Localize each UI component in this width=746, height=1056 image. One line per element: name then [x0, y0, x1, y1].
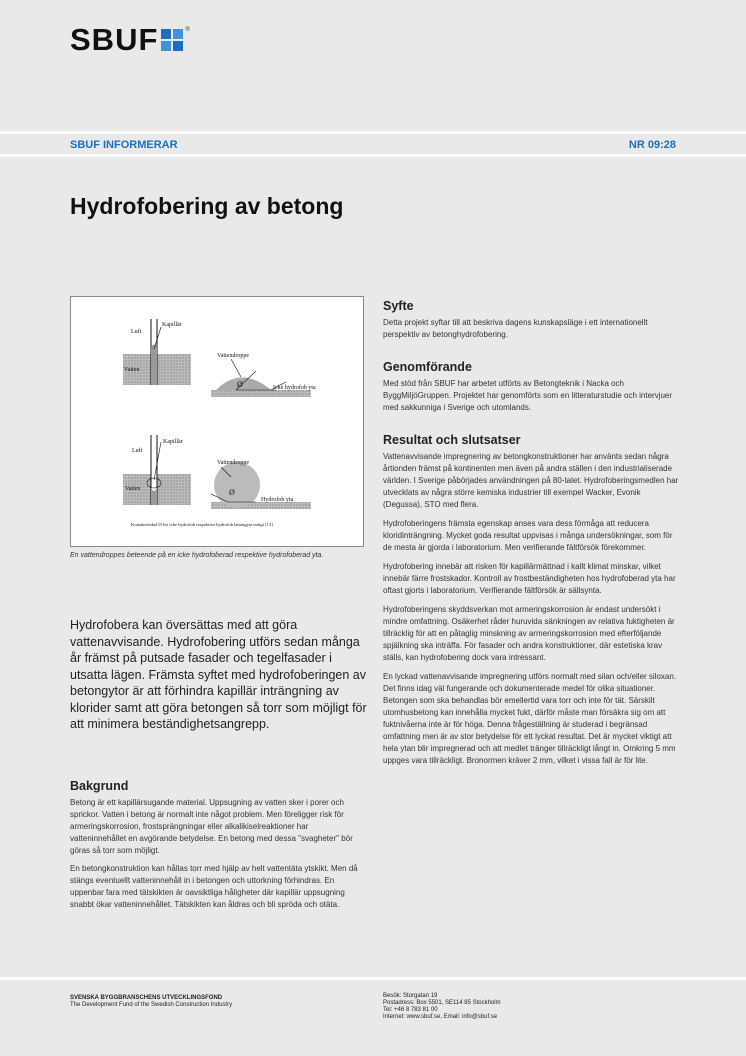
right-column [383, 299, 679, 774]
theta-bottom: Ø [229, 488, 235, 497]
label-icke-hydrofob: Icke hydrofob yta [273, 385, 316, 391]
org-name-english: The Development Fund of the Swedish Construction Industry [70, 1002, 233, 1008]
visit-address: Besök: Storgatan 19 [383, 993, 438, 999]
figure-caption: En vattendroppes beteende på en icke hydrofoberad respektive hydrofoberad yta. [70, 552, 324, 559]
label-vatten-top: Vatten [124, 367, 140, 373]
drop-bottom-diagram [211, 460, 311, 509]
band-bottom-rule [0, 154, 746, 157]
heading-bakgrund: Bakgrund [70, 779, 129, 793]
internet-contact[interactable]: Internet: www.sbuf.se, Email: info@sbuf.se [383, 1014, 498, 1020]
genomforande-paragraph: Med stöd från SBUF har arbetet utförts av Betongteknik i Nacka och ByggMiljöGruppen. Projektet har genomförts som en litteraturstudie och intervjuer med sakkunniga i Sverige och utomlands. [383, 379, 673, 412]
label-luft-top: Luft [131, 329, 142, 335]
contact-angle-figure [70, 296, 364, 547]
drop-top-diagram [211, 353, 316, 397]
label-vatten-bottom: Vatten [125, 486, 141, 492]
footer-contact [383, 993, 501, 1021]
bakgrund-paragraph-1: Betong är ett kapillärsugande material. Uppsugning av vatten sker i porer och sprickor. Vatten i betong är normalt inte något problem. Men föreligger risk för armeringskorrosion, frostsprängningar eller alkalikiselreaktioner har vatteninnehållet en avgörande betydelse. En betong med dessa "svagheter" bör göras så torr som möjligt. [70, 798, 353, 855]
band-top-rule [0, 131, 746, 134]
resultat-paragraph-4: Hydrofoberingens skyddsverkan mot armeringskorrosion är endast undersökt i mindre omfattning. Osäkerhet råder huruvida sänkningen av relativa fuktigheten är tillräcklig för att en påtaglig minskning av armeringskorrosion med efterföljande spjälkning ska inträffa. För fasader och andra konstruktioner, där estetiska krav ställs, kan hydrofobering dock vara intressant. [383, 605, 675, 662]
heading-syfte: Syfte [383, 299, 414, 313]
label-luft-bottom: Luft [132, 448, 143, 454]
resultat-paragraph-5: En lyckad vattenavvisande impregnering utförs normalt med silan och/eller siloxan. Det finns idag väl fungerande och dokumenterade medel för olika situationer. Betongen som ska behandlas bör emellertid vara torr och inte för tät. Särskilt utomhusbetong kan innehålla mycket fukt, därför måste man försäkra sig om att fuktnivåerna inte är för höga. Denna frågeställning är studerad i begränsad omfattning men är av stor betydelse för ett lyckat resultat. Det är mycket viktigt att hela ytan blir impregnerad och att medlet tränger tillräckligt långt in. Omkring 5 mm uppges vara tillräckligt. Bronormen kräver 2 mm, vilket i vissa fall är för lite. [383, 672, 677, 765]
label-kapillar-bottom: Kapillär [163, 439, 183, 445]
bakgrund-paragraph-2: En betongkonstruktion kan hållas torr med hjälp av helt vattentäta ytskikt. Men då stängs eventuellt vatteninnehåll in i betongen och uttorkning förhindras. En uppenbar fara med tätskikten är oavsiktliga håligheter där kapillär uppsugning snabbt ökar vatteninnehållet. Tätskikten kan åldras och bli spröda och otäta. [70, 864, 358, 909]
issue-number: NR 09:28 [628, 139, 676, 151]
label-vattendroppe-bottom: Vattendroppe [217, 460, 249, 466]
label-kapillar-top: Kapillär [162, 322, 182, 328]
footer-rule [0, 977, 746, 980]
section-bakgrund [70, 779, 366, 917]
resultat-paragraph-1: Vattenavvisande impregnering av betongkonstruktioner har använts sedan några årtionden främst på kontinenten men även på andra ställen i den industrialiserade världen. I Sverige påbörjades användningen på 80-talet. Hydrofoberingsmedlen har utvecklats av några större kemiska industrier till exempel Wacker, Evonik (Degussa), STO med flera. [383, 452, 679, 509]
band-label: SBUF INFORMERAR [70, 139, 178, 151]
figure-footnote: Kontaktvinkel Ø för icke hydrofob respektive hydrofob betongyta enligt [13] [131, 522, 273, 527]
sbuf-logo [70, 22, 190, 57]
heading-resultat: Resultat och slutsatser [383, 433, 521, 447]
label-vattendroppe-top: Vattendroppe [217, 353, 249, 359]
resultat-paragraph-2: Hydrofoberingens främsta egenskap anses vara dess förmåga att reducera kloridinträngning. Mycket goda resultat uppvisas i många undersökningar, som för de mesta är gjorda i laboratorium. Men verifierande fältförsök förekommer. [383, 519, 673, 552]
syfte-paragraph: Detta projekt syftar till att beskriva dagens kunskapsläge i ett internationellt perspektiv av betonghydrofobering. [383, 318, 648, 339]
postal-address: Postadress: Box 5501, SE114 85 Stockholm [383, 1000, 501, 1006]
org-name: SVENSKA BYGGBRANSCHENS UTVECKLINGSFOND [70, 995, 223, 1001]
logo-squares-icon [161, 29, 183, 51]
logo-text: SBUF [70, 22, 159, 57]
footer-organization [70, 995, 232, 1009]
label-hydrofob: Hydrofob yta [261, 497, 294, 503]
heading-genomforande: Genomförande [383, 360, 472, 374]
capillary-bottom-diagram [123, 435, 191, 505]
telephone: Tel: +46 8 783 81 00 [383, 1007, 438, 1013]
theta-top: Ø [237, 380, 243, 389]
capillary-top-diagram [123, 319, 191, 385]
page-title: Hydrofobering av betong [70, 193, 344, 219]
lead-paragraph: Hydrofobera kan översättas med att göra vattenavvisande. Hydrofobering utförs sedan många år främst på putsade fasader och tegelfasader i utsatta lägen. Främsta syftet med hydrofoberingen av betongytor är att förhindra kapillär inträngning av klorider samt att göra betongen så torr som möjligt för att minimera beständighetsangrepp. [70, 618, 367, 731]
registered-mark: ® [185, 27, 190, 33]
resultat-paragraph-3: Hydrofobering innebär att risken för kapillärmättnad i kallt klimat minskar, vilket innebär färre frostskador. Kontroll av frostbeständigheten hos hydrofoberad yta har oftast gjorts i laboratorium. Verifierande fältförsök är sällsynta. [383, 562, 676, 595]
